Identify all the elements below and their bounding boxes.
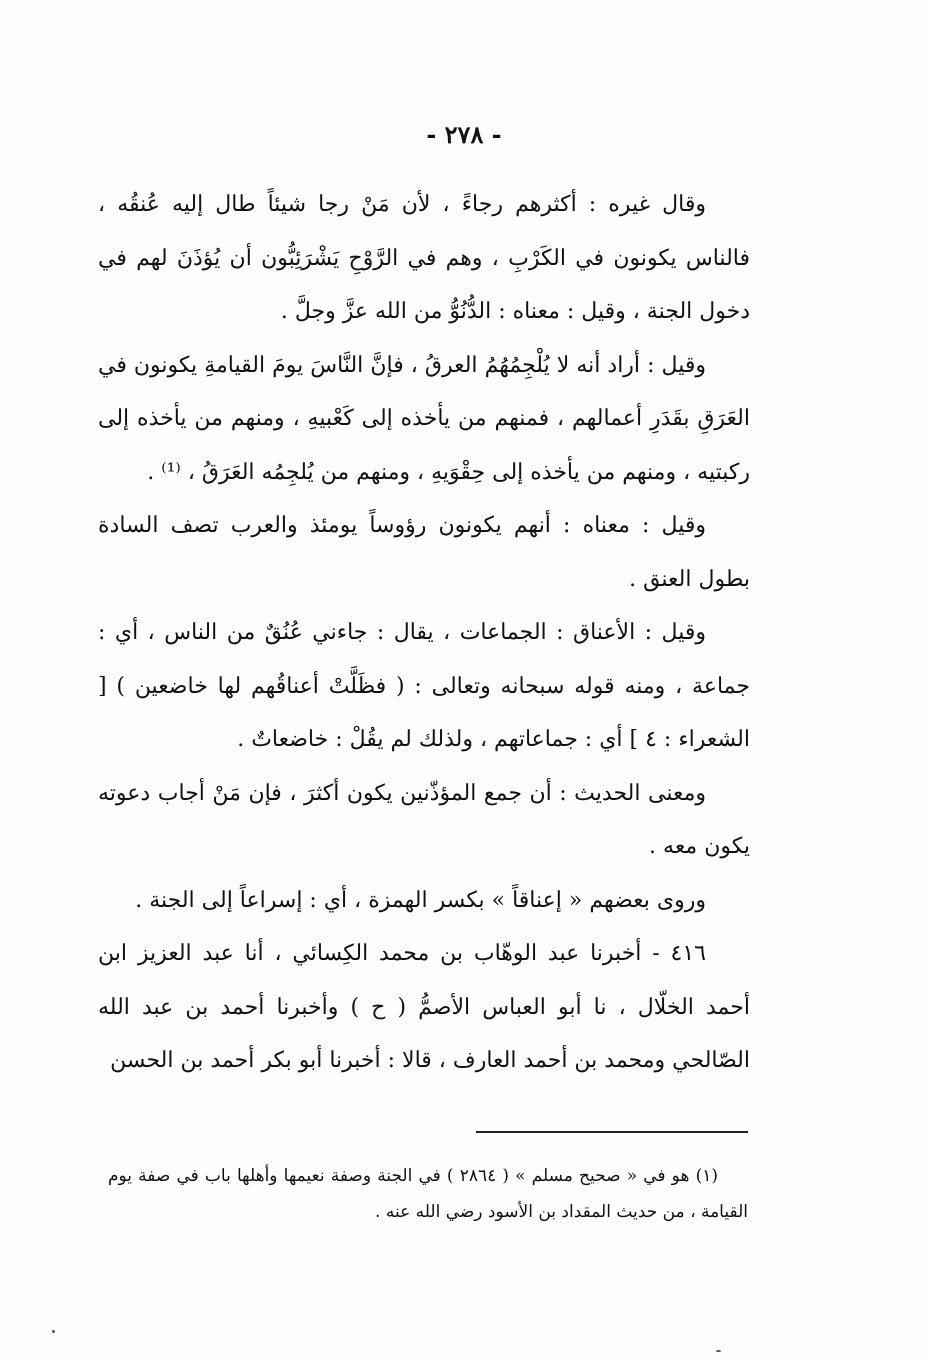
paragraph-7-hadith-chain: ٤١٦ - أخبرنا عبد الوهّاب بن محمد الكِسائي ، أنا عبد العزيز ابن أحمد الخلّال ، نا أبو العباس الأصمُّ ( ح ) وأخبرنا أحمد بن عبد الله الصّالحي ومحمد بن أحمد العارف ، قالا : أخبرنا أبو بكر أحمد بن الحسن <box>98 941 750 1073</box>
paragraph-4: وقيل : الأعناق : الجماعات ، يقال : جاءني عُنُقٌ من الناس ، أي : جماعة ، ومنه قوله سبحانه وتعالى : ( فظَلَّتْ أعناقُهم لها خاضعين ) [ الشعراء : ٤ ] أي : جماعاتهم ، ولذلك لم يقُلْ : خاضعاتٌ . <box>98 620 750 752</box>
footnote-separator <box>476 1131 748 1133</box>
page-number: - ٢٧٨ - <box>426 120 502 149</box>
scan-speck <box>716 1350 721 1352</box>
paragraph-6: وروى بعضهم « إعناقاً » بكسر الهمزة ، أي : إسراعاً إلى الجنة . <box>135 887 706 913</box>
main-text <box>98 178 750 1088</box>
scan-speck <box>52 1330 55 1333</box>
paragraph-5: ومعنى الحديث : أن جمع المؤذّنين يكون أكثرَ ، فإن مَنْ أجاب دعوته يكون معه . <box>98 780 750 859</box>
footnote-1: (١) هو في « صحيح مسلم » ( ٢٨٦٤ ) في الجنة وصفة نعيمها وأهلها باب في صفة يوم القيامة ، من حديث المقداد بن الأسود رضي الله عنه . <box>108 1166 748 1222</box>
paragraph-2: وقيل : أراد أنه لا يُلْجِمُهُمُ العرقُ ، فإنَّ النَّاسَ يومَ القيامةِ يكونون في العَرَقِ بقَدَرِ أعمالهم ، فمنهم من يأخذه إلى كَعْبيهِ ، ومنهم من يأخذه إلى ركبتيه ، ومنهم من يأخذه إلى حِقْوَيهِ ، ومنهم من يُلجِمُه العَرَقُ ، ⁽¹⁾ . <box>98 352 750 485</box>
paragraph-1: وقال غيره : أكثرهم رجاءً ، لأن مَنْ رجا شيئاً طال إليه عُنقُه ، فالناس يكونون في الكَرْبِ ، وهم في الرَّوْحِ يَشْرَئِبُّون أن يُؤذَنَ لهم في دخول الجنة ، وقيل : معناه : الدُّنُوُّ من الله عزَّ وجلَّ . <box>98 192 750 324</box>
paragraph-3: وقيل : معناه : أنهم يكونون رؤوساً يومئذ والعرب تصف السادة بطول العنق . <box>98 513 750 592</box>
footnotes <box>108 1158 748 1230</box>
